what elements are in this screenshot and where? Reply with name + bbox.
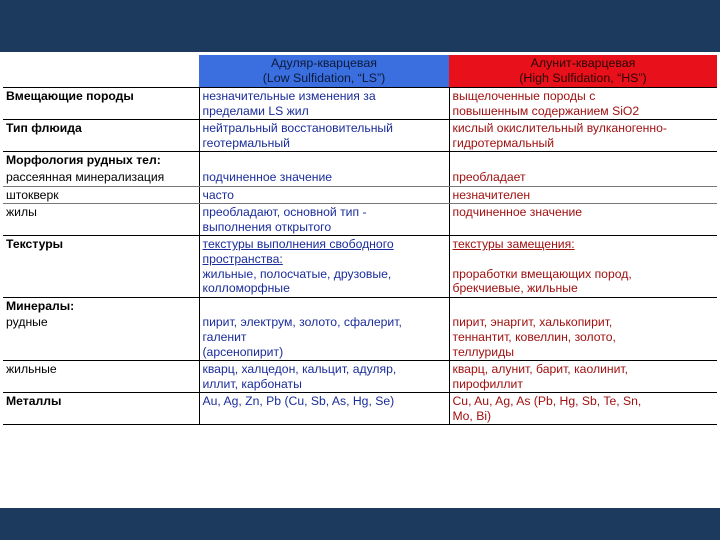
top-band (0, 0, 720, 52)
label-veins: жилы (3, 204, 199, 236)
label-textures: Текстуры (3, 236, 199, 297)
header-hs-line2: (High Sulfidation, “HS”) (519, 70, 647, 85)
label-metals: Металлы (3, 393, 199, 425)
hs-ore-line: теллуриды (452, 344, 514, 359)
hs-metals-line: Cu, Au, Ag, As (Pb, Hg, Sb, Te, Sn, (452, 394, 642, 409)
table-header-row (3, 55, 717, 88)
ls-veins-line: выполнения открытого (202, 219, 332, 234)
row-textures (3, 236, 717, 297)
hs-disseminated: преобладает (449, 169, 717, 186)
label-stockwork: штокверк (3, 186, 199, 204)
row-veins (3, 204, 717, 236)
hs-textures-line: проработки вмещающих пород, (452, 266, 632, 281)
ls-textures-heading: пространства: (202, 251, 283, 266)
ls-ore (199, 314, 449, 360)
ls-disseminated: подчиненное значение (199, 169, 449, 186)
hs-minerals-empty (449, 297, 717, 314)
header-ls-line1: Адуляр-кварцевая (271, 56, 377, 70)
header-empty-cell (3, 55, 199, 88)
row-morphology (3, 152, 717, 169)
hs-metals-line: Mo, Bi) (452, 408, 492, 423)
ls-gangue-line: иллит, карбонаты (202, 376, 302, 391)
hs-textures-line: брекчиевые, жильные (452, 281, 578, 296)
ls-textures-line: жильные, полосчатые, друзовые, (202, 266, 392, 281)
hs-fluid-line: кислый окислительный вулканогенно- (452, 121, 667, 136)
row-ore (3, 314, 717, 360)
ls-stockwork: часто (199, 186, 449, 204)
label-minerals: Минералы: (6, 298, 75, 313)
ls-host-line: пределами LS жил (202, 103, 309, 118)
ls-textures-line: колломорфные (202, 281, 290, 296)
ls-fluid-line: геотермальный (202, 135, 290, 150)
hs-host-line: выщелоченные породы с (452, 89, 596, 103)
bottom-band (0, 508, 720, 540)
row-minerals (3, 297, 717, 314)
label-gangue: жильные (3, 361, 199, 393)
hs-textures (449, 236, 717, 297)
row-stockwork (3, 186, 717, 204)
hs-gangue-line: кварц, алунит, барит, каолинит, (452, 362, 629, 377)
hs-ore (449, 314, 717, 360)
header-ls (199, 55, 449, 88)
label-disseminated: рассеянная минерализация (3, 169, 199, 186)
ls-fluid-line: нейтральный восстановительный (202, 121, 393, 136)
row-host (3, 88, 717, 120)
hs-host-line: повышенным содержанием SiO2 (452, 103, 640, 118)
ls-host (199, 88, 449, 120)
ls-gangue (199, 361, 449, 393)
header-hs (449, 55, 717, 88)
row-fluid (3, 120, 717, 152)
ls-veins (199, 204, 449, 236)
slide (0, 52, 720, 508)
hs-gangue-line: пирофиллит (452, 376, 523, 391)
ls-host-line: незначительные изменения за (202, 89, 376, 103)
ls-textures-heading: текстуры выполнения свободного (202, 237, 394, 252)
hs-host (449, 88, 717, 120)
hs-fluid-line: гидротермальный (452, 135, 555, 150)
row-gangue (3, 361, 717, 393)
hs-fluid (449, 120, 717, 152)
ls-fluid (199, 120, 449, 152)
hs-ore-line: пирит, энаргит, халькопирит, (452, 315, 613, 330)
label-morphology: Морфология рудных тел: (6, 153, 161, 168)
hs-gangue (449, 361, 717, 393)
hs-stockwork: незначителен (449, 186, 717, 204)
ls-metals: Au, Ag, Zn, Pb (Cu, Sb, As, Hg, Se) (199, 393, 449, 425)
hs-veins: подчиненное значение (449, 204, 717, 236)
row-disseminated (3, 169, 717, 186)
row-metals (3, 393, 717, 425)
ls-morphology-empty (199, 152, 449, 169)
ls-ore-line: галенит (202, 329, 247, 344)
ls-ore-line: (арсенопирит) (202, 344, 284, 359)
ls-gangue-line: кварц, халцедон, кальцит, адуляр, (202, 362, 397, 377)
hs-metals (449, 393, 717, 425)
label-host: Вмещающие породы (3, 88, 199, 120)
ls-ore-line: пирит, электрум, золото, сфалерит, (202, 315, 402, 330)
ls-textures (199, 236, 449, 297)
hs-textures-heading: текстуры замещения: (452, 237, 575, 252)
ls-minerals-empty (199, 297, 449, 314)
header-hs-line1: Алунит-кварцевая (530, 56, 636, 70)
ls-veins-line: преобладают, основной тип - (202, 205, 367, 220)
hs-ore-line: теннантит, ковеллин, золото, (452, 329, 616, 344)
hs-morphology-empty (449, 152, 717, 169)
label-fluid: Тип флюида (3, 120, 199, 152)
label-ore: рудные (3, 314, 199, 360)
header-ls-line2: (Low Sulfidation, “LS”) (262, 70, 386, 85)
comparison-table (3, 55, 717, 425)
